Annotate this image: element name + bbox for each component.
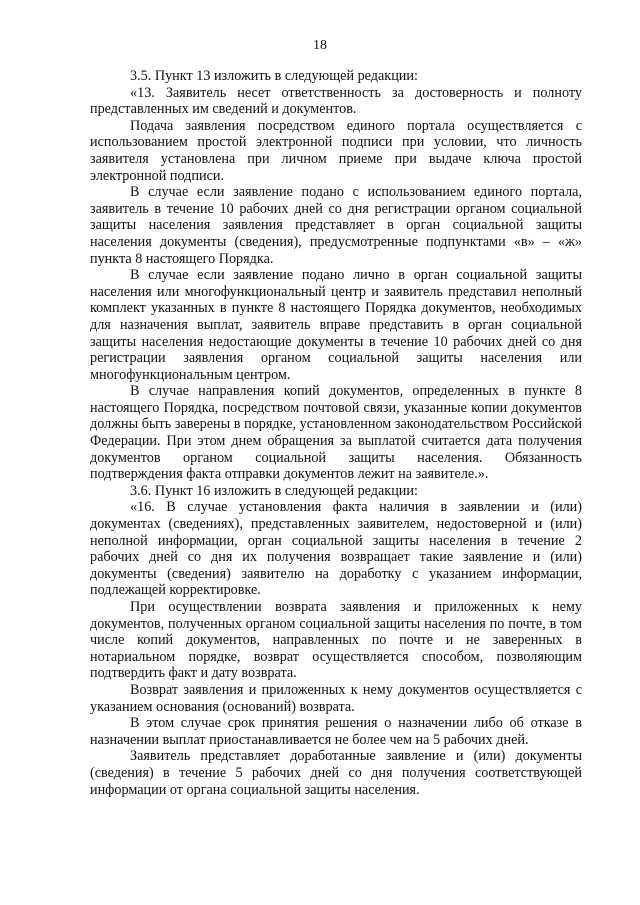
paragraph-portal-submission: Подача заявления посредством единого портала осуществляется с использованием простой электронной подписи при условии, что личность заявителя установлена при личном приеме при выдаче ключа простой электронной подписи. [90,117,582,184]
paragraph-3-6-heading: 3.6. Пункт 16 изложить в следующей редакции: [130,482,418,499]
paragraph-13-responsibility: «13. Заявитель несет ответственность за достоверность и полноту представленных им сведений и документов. [90,84,582,118]
paragraph-personal-submission: В случае если заявление подано лично в орган социальной защиты населения или многофункциональный центр и заявитель представил неполный комплект указанных в пункте 8 настоящего Порядка документов, необходимых для назначения выплат, заявитель вправе представить в орган социальной защиты населения недостающие документы в течение 10 рабочих дней со дня регистрации заявления органом социальной защиты населения или многофункциональным центром. [90,267,582,383]
paragraph-return-procedure: При осуществлении возврата заявления и приложенных к нему документов, полученных органом социальной защиты населения по почте, в том числе копий документов, направленных по почте и не заверенных в нотариальном порядке, возврат осуществляется способом, позволяющим подтвердить факт и дату возврата. [90,599,582,682]
paragraph-postal-copies: В случае направления копий документов, определенных в пункте 8 настоящего Порядка, посредством почтовой связи, указанные копии документов должны быть заверены в порядке, установленном законодательством Российской Федерации. При этом днем обращения за выплатой считается дата получения документов органом социальной защиты населения. Обязанность подтверждения факта отправки документов лежит на заявителе.». [90,383,582,483]
paragraph-return-grounds: Возврат заявления и приложенных к нему документов осуществляется с указанием основания (оснований) возврата. [90,681,582,715]
paragraph-3-5-heading: 3.5. Пункт 13 изложить в следующей редакции: [130,68,418,84]
paragraph-portal-documents: В случае если заявление подано с использованием единого портала, заявитель в течение 10 рабочих дней со дня регистрации органом социальной защиты населения заявления представляет в орган социальной защиты населения документы (сведения), предусмотренные подпунктами «в» – «ж» пункта 8 настоящего Порядка. [90,184,582,267]
paragraph-resubmission: Заявитель представляет доработанные заявление и (или) документы (сведения) в течение 5 рабочих дней со дня получения соответствующей информации от органа социальной защиты населения. [90,748,582,798]
paragraph-decision-suspension: В этом случае срок принятия решения о назначении либо об отказе в назначении выплат приостанавливается не более чем на 5 рабочих дней. [90,715,582,748]
document-body [90,68,582,798]
paragraph-16-incomplete-info: «16. В случае установления факта наличия в заявлении и (или) документах (сведениях), представленных заявителем, недостоверной и (или) неполной информации, орган социальной защиты населения в течение 2 рабочих дней со дня их получения возвращает такие заявление и (или) документы (сведения) заявителю на доработку с указанием информации, подлежащей корректировке. [90,499,582,599]
page-number: 18 [313,38,327,53]
